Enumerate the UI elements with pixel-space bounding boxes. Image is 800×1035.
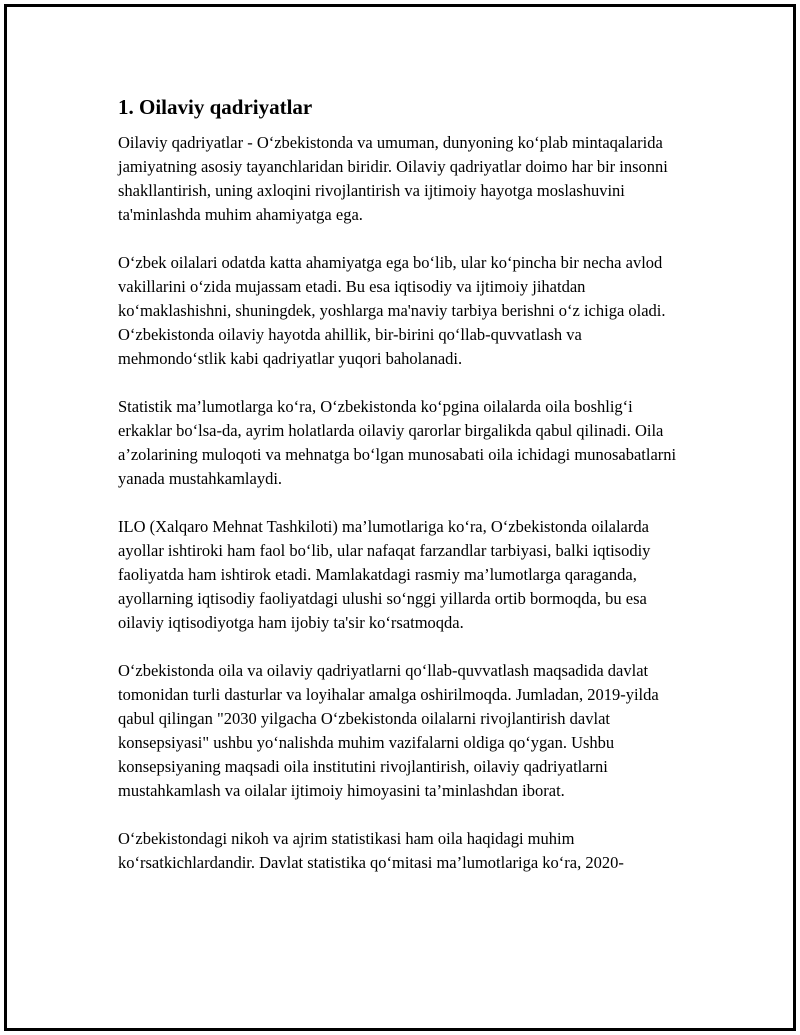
paragraph-3: Statistik ma’lumotlarga ko‘ra, O‘zbekistonda ko‘pgina oilalarda oila boshlig‘i erkaklar bo‘lsa-da, ayrim holatlarda oilaviy qarorlar birgalikda qabul qilinadi. Oila a’zolarining muloqoti va mehnatga bo‘lgan munosabati oila ichidagi munosabatlarni yanada mustahkamlaydi.	[118, 397, 677, 488]
paragraph-1: Oilaviy qadriyatlar - O‘zbekistonda va umuman, dunyoning ko‘plab mintaqalarida jamiyatning asosiy tayanchlaridan biridir. Oilaviy qadriyatlar doimo har bir insonni shakllantirish, uning axloqini rivojlantirish va ijtimoiy hayotga moslashuvini ta'minlashda muhim ahamiyatga ega.	[118, 133, 668, 224]
paragraph-5: O‘zbekistonda oila va oilaviy qadriyatlarni qo‘llab-quvvatlash maqsadida davlat tomonidan turli dasturlar va loyihalar amalga oshirilmoqda. Jumladan, 2019-yilda qabul qilingan "2030 yilgacha O‘zbekistonda oilalarni rivojlantirish davlat konsepsiyasi" ushbu yo‘nalishda muhim vazifalarni oldiga qo‘ygan. Ushbu konsepsiyaning maqsadi oila institutini rivojlantirish, oilaviy qadriyatlarni mustahkamlash va oilalar ijtimoiy himoyasini ta’minlashdan iborat.	[118, 661, 659, 800]
section-heading: 1. Oilaviy qadriyatlar	[118, 95, 313, 119]
paragraph-4: ILO (Xalqaro Mehnat Tashkiloti) ma’lumotlariga ko‘ra, O‘zbekistonda oilalarda ayollar ishtiroki ham faol bo‘lib, ular nafaqat farzandlar tarbiyasi, balki iqtisodiy faoliyatda ham ishtirok etadi. Mamlakatdagi rasmiy ma’lumotlarga qaraganda, ayollarning iqtisodiy faoliyatdagi ulushi so‘nggi yillarda ortib bormoqda, bu esa oilaviy iqtisodiyotga ham ijobiy ta'sir ko‘rsatmoqda.	[118, 517, 651, 632]
paragraph-6: O‘zbekistondagi nikoh va ajrim statistikasi ham oila haqidagi muhim ko‘rsatkichlardandir. Davlat statistika qo‘mitasi ma’lumotlariga ko‘ra, 2020-	[118, 829, 624, 872]
document-body	[118, 93, 688, 899]
paragraph-2: O‘zbek oilalari odatda katta ahamiyatga ega bo‘lib, ular ko‘pincha bir necha avlod vakillarini o‘zida mujassam etadi. Bu esa iqtisodiy va ijtimoiy jihatdan ko‘maklashishni, shuningdek, yoshlarga ma'naviy tarbiya berishni o‘z ichiga oladi. O‘zbekistonda oilaviy hayotda ahillik, bir-birini qo‘llab-quvvatlash va mehmondo‘stlik kabi qadriyatlar yuqori baholanadi.	[118, 253, 666, 368]
